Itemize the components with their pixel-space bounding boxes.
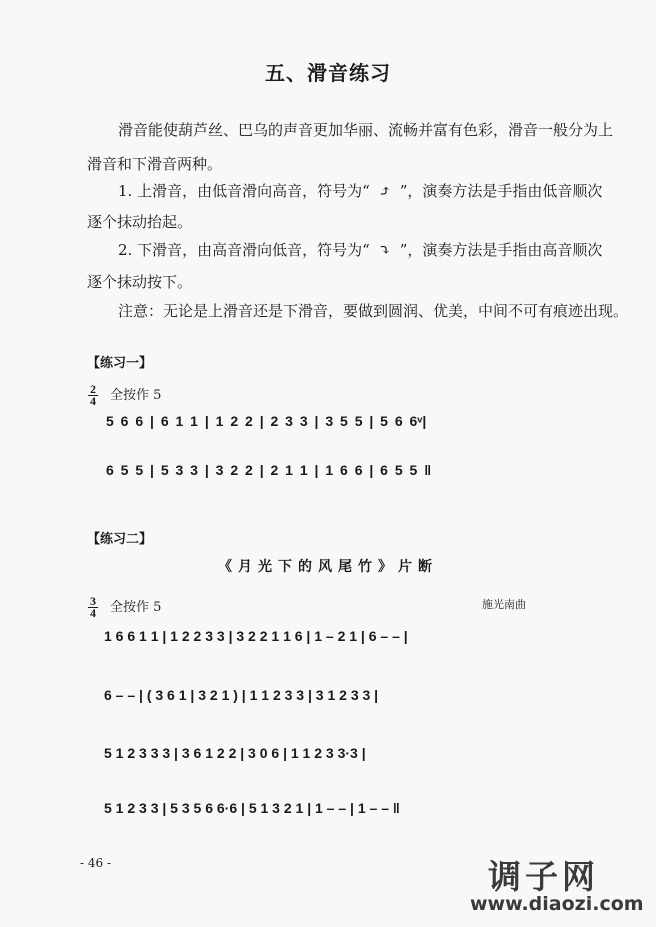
item-2-downward-glide [118,241,638,259]
intro-paragraph-cont: 滑音和下滑音两种。 [87,155,223,173]
score-line: 5 1 2 3 3 3 | 3 6 1 2 2 | 3 0 6 | 1 1 2 3 3·3 | [104,745,366,761]
item-1-cont: 逐个抹动抬起。 [87,213,193,231]
fingering-key: 全按作 5 [110,388,162,403]
score-line: 6 5 5 | 5 3 3 | 3 2 2 | 2 1 1 | 1 6 6 | 6 5 5 ‖ [106,462,432,478]
composer-credit: 施光南曲 [482,598,526,611]
score-line: 5 1 2 3 3 | 5 3 5 6 6·6 | 5 1 3 2 1 | 1 – – | 1 – – ‖ [104,800,400,816]
page-title: 五、滑音练习 [265,61,391,85]
downward-glide-icon: ⤵ [378,241,392,259]
item-2-cont: 逐个抹动按下。 [87,273,193,291]
watermark-site-name: 调子网 [488,857,599,896]
piece-title: 《月光下的风尾竹》片断 [218,559,438,575]
time-signature: 3 4 [90,594,96,620]
watermark-url: www.diaozi.com [470,893,644,915]
upward-glide-icon: ⤴ [378,182,392,200]
item-1-upward-glide [118,182,638,200]
exercise-2-label: 【练习二】 [87,532,153,547]
note-paragraph: 注意：无论是上滑音还是下滑音，要做到圆润、优美，中间不可有痕迹出现。 [118,302,629,320]
time-signature: 2 4 [90,382,96,408]
score-line: 1 6 6 1 1 | 1 2 2 3 3 | 3 2 2 1 1 6 | 1 – 2 1 | 6 – – | [104,628,408,644]
intro-paragraph: 滑音能使葫芦丝、巴乌的声音更加华丽、流畅并富有色彩，滑音一般分为上 [118,121,614,139]
fingering-key: 全按作 5 [110,600,162,615]
item-1-suffix: ”，演奏方法是手指由低音顺次 [399,182,603,200]
score-line: 5 6 6 | 6 1 1 | 1 2 2 | 2 3 3 | 3 5 5 | 5 6 6ᵛ| [106,413,427,429]
item-1-prefix: 1. 上滑音，由低音滑向高音，符号为“ [118,182,370,200]
score-line: 6 – – | ( 3 6 1 | 3 2 1 ) | 1 1 2 3 3 | 3 1 2 3 3 | [104,687,379,703]
page-number: - 46 - [80,856,112,870]
exercise-1-label: 【练习一】 [87,356,153,371]
item-2-suffix: ”，演奏方法是手指由高音顺次 [399,241,603,259]
item-2-prefix: 2. 下滑音，由高音滑向低音，符号为“ [118,241,370,259]
